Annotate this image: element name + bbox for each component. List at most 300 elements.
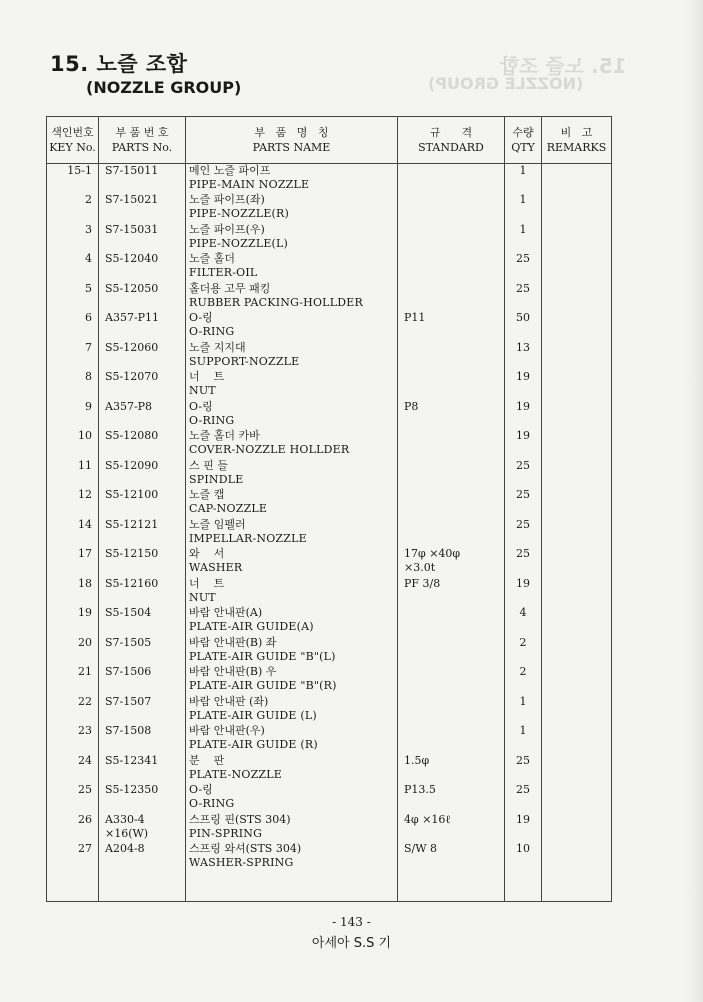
- parts-no: S5-12341: [105, 753, 159, 767]
- parts-name-ko: 와 서: [189, 547, 225, 560]
- parts-name-cell: [186, 459, 398, 489]
- parts-name-ko: 바람 안내판(우): [189, 724, 265, 737]
- standard-line2: ×3.0t: [404, 561, 436, 574]
- parts-name-cell: [186, 547, 398, 577]
- key-no-cell: [47, 488, 99, 518]
- standard-cell: [398, 813, 505, 843]
- qty: 25: [516, 458, 530, 472]
- parts-name-cell: [186, 813, 398, 843]
- qty: 25: [516, 753, 530, 767]
- parts-no-cell: [99, 400, 186, 430]
- qty: 25: [516, 783, 530, 796]
- table-row: [47, 783, 612, 813]
- parts-name-ko: 분 판: [189, 753, 225, 767]
- qty: 25: [516, 252, 530, 265]
- standard-cell: [398, 193, 505, 223]
- standard-cell: [398, 724, 505, 754]
- parts-no: A357-P11: [105, 311, 160, 324]
- table-bottom-filler: [47, 872, 612, 902]
- remarks-cell: [542, 223, 612, 253]
- key-no-cell: [47, 754, 99, 784]
- qty: 1: [519, 222, 527, 236]
- key-no: 15-1: [67, 164, 92, 177]
- parts-no: S5-12050: [105, 281, 159, 295]
- standard-cell: [398, 636, 505, 666]
- header-parts-no-ko: 부 품 번 호: [115, 126, 169, 139]
- parts-no: S5-12080: [105, 429, 159, 442]
- parts-name-ko: O-링: [189, 311, 213, 324]
- parts-no-cell: [99, 842, 186, 872]
- parts-no: S7-1505: [105, 635, 152, 649]
- parts-no-cell: [99, 518, 186, 548]
- key-no: 10: [78, 429, 92, 442]
- key-no: 11: [78, 458, 92, 472]
- parts-name-en: PLATE-NOZZLE: [189, 767, 282, 781]
- parts-no-cell: [99, 577, 186, 607]
- parts-no-cell: [99, 164, 186, 194]
- parts-name-en: SPINDLE: [189, 472, 244, 486]
- standard-cell: [398, 311, 505, 341]
- parts-name-ko: 바람 안내판(A): [189, 606, 263, 619]
- key-no: 12: [78, 488, 92, 501]
- key-no-cell: [47, 724, 99, 754]
- remarks-cell: [542, 577, 612, 607]
- standard: PF 3/8: [404, 576, 441, 590]
- table-row: [47, 193, 612, 223]
- qty-cell: [505, 341, 542, 371]
- standard: 4φ ×16ℓ: [404, 812, 451, 826]
- parts-name-en: PIN-SPRING: [189, 826, 263, 840]
- standard-cell: [398, 370, 505, 400]
- header-parts-name: [186, 117, 398, 164]
- parts-no: S7-1508: [105, 724, 152, 737]
- parts-name-en: PLATE-AIR GUIDE "B"(L): [189, 649, 336, 663]
- remarks-cell: [542, 606, 612, 636]
- parts-name-cell: [186, 282, 398, 312]
- qty: 50: [516, 311, 530, 324]
- page-number: - 143 -: [332, 915, 371, 929]
- remarks-cell: [542, 783, 612, 813]
- standard-cell: [398, 252, 505, 282]
- parts-name-en: RUBBER PACKING-HOLLDER: [189, 295, 363, 309]
- parts-no-cell: [99, 193, 186, 223]
- key-no-cell: [47, 459, 99, 489]
- key-no-cell: [47, 547, 99, 577]
- parts-no: S7-1506: [105, 665, 152, 678]
- standard-cell: [398, 842, 505, 872]
- parts-no-cell: [99, 370, 186, 400]
- key-no: 5: [85, 281, 92, 295]
- parts-no: S5-12150: [105, 547, 159, 560]
- table-row: [47, 400, 612, 430]
- key-no: 22: [78, 694, 92, 708]
- qty: 25: [516, 281, 530, 295]
- standard: P8: [404, 399, 419, 413]
- qty-cell: [505, 842, 542, 872]
- table-row: [47, 311, 612, 341]
- qty-cell: [505, 282, 542, 312]
- standard-cell: [398, 695, 505, 725]
- key-no: 3: [85, 222, 92, 236]
- qty-cell: [505, 252, 542, 282]
- key-no-cell: [47, 813, 99, 843]
- parts-name-ko: 스 핀 들: [189, 458, 228, 472]
- parts-name-cell: [186, 164, 398, 194]
- key-no-cell: [47, 577, 99, 607]
- qty-cell: [505, 164, 542, 194]
- parts-no: S5-12121: [105, 517, 159, 531]
- remarks-cell: [542, 665, 612, 695]
- standard: P13.5: [404, 783, 436, 796]
- key-no-cell: [47, 223, 99, 253]
- parts-name-cell: [186, 665, 398, 695]
- parts-no-suffix: ×16(W): [105, 826, 149, 840]
- qty-cell: [505, 724, 542, 754]
- parts-name-ko: 홀더용 고무 패킹: [189, 281, 271, 295]
- key-no: 24: [78, 753, 92, 767]
- table-row: [47, 665, 612, 695]
- key-no: 9: [85, 399, 92, 413]
- parts-name-cell: [186, 370, 398, 400]
- parts-name-en: PIPE-MAIN NOZZLE: [189, 178, 310, 191]
- parts-name-en: O-RING: [189, 413, 235, 427]
- parts-name-en: PIPE-NOZZLE(L): [189, 236, 289, 250]
- qty: 13: [516, 340, 530, 354]
- parts-no: S5-12160: [105, 576, 159, 590]
- key-no-cell: [47, 783, 99, 813]
- standard-cell: [398, 341, 505, 371]
- remarks-cell: [542, 488, 612, 518]
- parts-name-ko: 바람 안내판(B) 우: [189, 665, 277, 678]
- table-row: [47, 488, 612, 518]
- qty-cell: [505, 547, 542, 577]
- parts-name-en: PLATE-AIR GUIDE (R): [189, 738, 318, 751]
- key-no-cell: [47, 400, 99, 430]
- key-no-cell: [47, 429, 99, 459]
- parts-name-cell: [186, 606, 398, 636]
- key-no: 19: [78, 606, 92, 619]
- header-key-en: KEY No.: [49, 141, 96, 154]
- standard-cell: [398, 577, 505, 607]
- remarks-cell: [542, 518, 612, 548]
- parts-no-cell: [99, 282, 186, 312]
- table-row: [47, 695, 612, 725]
- table-row: [47, 341, 612, 371]
- header-key-ko: 색인번호: [51, 126, 94, 139]
- parts-no-cell: [99, 695, 186, 725]
- parts-no-cell: [99, 547, 186, 577]
- parts-no-cell: [99, 488, 186, 518]
- parts-name-cell: [186, 429, 398, 459]
- qty: 19: [516, 812, 530, 826]
- key-no-cell: [47, 606, 99, 636]
- key-no: 17: [78, 547, 92, 560]
- qty-cell: [505, 665, 542, 695]
- table-row: [47, 282, 612, 312]
- key-no: 23: [78, 724, 92, 737]
- header-remarks: [542, 117, 612, 164]
- qty: 1: [519, 694, 527, 708]
- table-row: [47, 164, 612, 194]
- qty: 2: [519, 635, 527, 649]
- key-no: 2: [85, 193, 92, 206]
- header-standard-en: STANDARD: [418, 141, 484, 154]
- qty-cell: [505, 193, 542, 223]
- parts-name-en: FILTER-OIL: [189, 266, 258, 279]
- parts-name-en: O-RING: [189, 797, 235, 810]
- key-no: 26: [78, 812, 92, 826]
- header-parts-no: [99, 117, 186, 164]
- parts-name-ko: 바람 안내판 (좌): [189, 694, 269, 708]
- remarks-cell: [542, 311, 612, 341]
- parts-name-cell: [186, 311, 398, 341]
- header-parts-no-en: PARTS No.: [111, 141, 173, 154]
- key-no-cell: [47, 842, 99, 872]
- remarks-cell: [542, 252, 612, 282]
- table-row: [47, 606, 612, 636]
- header-remarks-en: REMARKS: [546, 141, 607, 154]
- parts-no: S5-12070: [105, 370, 159, 383]
- key-no-cell: [47, 164, 99, 194]
- parts-name-ko: 노즐 임펠러: [189, 517, 246, 531]
- parts-table-header: [47, 117, 612, 164]
- parts-no: A357-P8: [105, 399, 153, 413]
- table-row: [47, 223, 612, 253]
- table-row: [47, 636, 612, 666]
- key-no-cell: [47, 695, 99, 725]
- header-qty-en: QTY: [511, 141, 535, 154]
- qty-cell: [505, 606, 542, 636]
- standard-cell: [398, 400, 505, 430]
- standard-cell: [398, 223, 505, 253]
- company-name: 아세아 S.S 기: [311, 936, 392, 951]
- key-no-cell: [47, 282, 99, 312]
- standard-cell: [398, 282, 505, 312]
- parts-name-ko: 노즐 홀더: [189, 252, 236, 265]
- qty: 1: [519, 193, 527, 206]
- qty-cell: [505, 459, 542, 489]
- remarks-cell: [542, 547, 612, 577]
- key-no-cell: [47, 252, 99, 282]
- parts-name-en: SUPPORT-NOZZLE: [189, 354, 300, 368]
- table-row: [47, 429, 612, 459]
- parts-no: S7-15011: [105, 164, 159, 177]
- parts-name-en: NUT: [189, 590, 216, 604]
- remarks-cell: [542, 459, 612, 489]
- key-no: 21: [78, 665, 92, 678]
- page-edge-shadow: [685, 0, 703, 1002]
- qty: 10: [516, 842, 530, 855]
- parts-no-cell: [99, 429, 186, 459]
- parts-name-en: WASHER: [189, 561, 243, 574]
- parts-name-cell: [186, 695, 398, 725]
- parts-name-cell: [186, 223, 398, 253]
- parts-name-ko: 너 트: [189, 576, 225, 590]
- remarks-cell: [542, 341, 612, 371]
- qty-cell: [505, 488, 542, 518]
- remarks-cell: [542, 754, 612, 784]
- parts-name-ko: 노즐 파이프(우): [189, 222, 265, 236]
- header-standard-ko: 규 격: [429, 126, 473, 139]
- key-no-cell: [47, 341, 99, 371]
- section-title: 15. 노즐 조합: [50, 52, 188, 76]
- key-no-cell: [47, 518, 99, 548]
- parts-no: A204-8: [105, 842, 145, 855]
- standard-cell: [398, 606, 505, 636]
- qty: 4: [519, 606, 527, 619]
- parts-no: S5-12060: [105, 340, 159, 354]
- parts-name-en: IMPELLAR-NOZZLE: [189, 531, 307, 545]
- parts-name-en: COVER-NOZZLE HOLLDER: [189, 443, 350, 456]
- parts-name-en: PIPE-NOZZLE(R): [189, 207, 290, 220]
- parts-table: [46, 116, 612, 902]
- qty-cell: [505, 636, 542, 666]
- remarks-cell: [542, 400, 612, 430]
- standard-cell: [398, 783, 505, 813]
- standard-cell: [398, 754, 505, 784]
- qty-cell: [505, 518, 542, 548]
- parts-name-cell: [186, 341, 398, 371]
- parts-name-ko: 너 트: [189, 370, 225, 383]
- section-subtitle: (NOZZLE GROUP): [86, 78, 242, 97]
- qty-cell: [505, 754, 542, 784]
- table-row: [47, 518, 612, 548]
- parts-name-ko: 메인 노즐 파이프: [189, 164, 271, 177]
- standard-cell: [398, 518, 505, 548]
- parts-table-body: [47, 164, 612, 902]
- remarks-cell: [542, 164, 612, 194]
- parts-name-cell: [186, 783, 398, 813]
- standard: 17φ ×40φ: [404, 547, 461, 560]
- parts-name-cell: [186, 193, 398, 223]
- remarks-cell: [542, 282, 612, 312]
- standard-cell: [398, 429, 505, 459]
- standard-cell: [398, 164, 505, 194]
- header-qty: [505, 117, 542, 164]
- key-no: 25: [78, 783, 92, 796]
- parts-name-cell: [186, 754, 398, 784]
- parts-name-cell: [186, 518, 398, 548]
- table-row: [47, 547, 612, 577]
- key-no: 4: [85, 252, 92, 265]
- remarks-cell: [542, 193, 612, 223]
- parts-no-cell: [99, 252, 186, 282]
- qty: 19: [516, 576, 530, 590]
- parts-name-en: CAP-NOZZLE: [189, 502, 268, 515]
- parts-name-ko: O-링: [189, 399, 213, 413]
- standard: 1.5φ: [404, 753, 430, 767]
- parts-name-ko: 스프링 핀(STS 304): [189, 812, 291, 826]
- parts-name-cell: [186, 842, 398, 872]
- qty-cell: [505, 783, 542, 813]
- parts-name-cell: [186, 252, 398, 282]
- parts-name-en: WASHER-SPRING: [189, 856, 294, 869]
- remarks-cell: [542, 695, 612, 725]
- parts-name-ko: 노즐 파이프(좌): [189, 193, 265, 206]
- key-no-cell: [47, 636, 99, 666]
- parts-no: S5-12090: [105, 458, 159, 472]
- parts-no: S5-12100: [105, 488, 159, 501]
- key-no: 27: [78, 842, 92, 855]
- qty-cell: [505, 223, 542, 253]
- parts-name-en: PLATE-AIR GUIDE(A): [189, 620, 314, 633]
- table-row: [47, 724, 612, 754]
- parts-name-en: O-RING: [189, 325, 235, 338]
- key-no-cell: [47, 665, 99, 695]
- qty-cell: [505, 311, 542, 341]
- remarks-cell: [542, 813, 612, 843]
- key-no: 7: [85, 340, 92, 354]
- table-row: [47, 252, 612, 282]
- table-row: [47, 754, 612, 784]
- parts-name-cell: [186, 636, 398, 666]
- standard-cell: [398, 665, 505, 695]
- qty-cell: [505, 577, 542, 607]
- qty: 19: [516, 370, 530, 383]
- parts-no: S7-15031: [105, 222, 159, 236]
- parts-no: S5-1504: [105, 606, 152, 619]
- qty-cell: [505, 813, 542, 843]
- parts-no-cell: [99, 665, 186, 695]
- parts-no-cell: [99, 606, 186, 636]
- parts-no: S7-15021: [105, 193, 159, 206]
- parts-name-cell: [186, 488, 398, 518]
- qty-cell: [505, 400, 542, 430]
- parts-no-cell: [99, 813, 186, 843]
- qty: 19: [516, 429, 530, 442]
- show-through-subtitle: (NOZZLE GROUP): [428, 74, 584, 93]
- parts-no: S7-1507: [105, 694, 152, 708]
- parts-no-cell: [99, 223, 186, 253]
- key-no: 20: [78, 635, 92, 649]
- header-key-no: [47, 117, 99, 164]
- standard-cell: [398, 459, 505, 489]
- header-parts-name-ko: 부 품 명 칭: [254, 126, 329, 139]
- parts-name-ko: O-링: [189, 783, 213, 796]
- parts-name-en: NUT: [189, 384, 216, 397]
- header-standard: [398, 117, 505, 164]
- key-no-cell: [47, 370, 99, 400]
- parts-no-cell: [99, 724, 186, 754]
- table-row: [47, 813, 612, 843]
- standard-cell: [398, 547, 505, 577]
- parts-name-en: PLATE-AIR GUIDE (L): [189, 708, 317, 722]
- remarks-cell: [542, 429, 612, 459]
- parts-name-ko: 노즐 지지대: [189, 340, 246, 354]
- parts-name-ko: 노즐 캡: [189, 488, 225, 501]
- remarks-cell: [542, 370, 612, 400]
- key-no-cell: [47, 193, 99, 223]
- parts-name-ko: 스프링 와셔(STS 304): [189, 842, 302, 855]
- parts-name-cell: [186, 577, 398, 607]
- show-through-title: 15. 노즐 조합: [500, 54, 627, 78]
- qty: 25: [516, 488, 530, 501]
- parts-no: S5-12040: [105, 252, 159, 265]
- key-no-cell: [47, 311, 99, 341]
- table-row: [47, 577, 612, 607]
- remarks-cell: [542, 724, 612, 754]
- parts-no-cell: [99, 754, 186, 784]
- parts-no-cell: [99, 783, 186, 813]
- qty: 1: [519, 164, 527, 177]
- parts-no: A330-4: [105, 812, 145, 826]
- standard: S/W 8: [404, 842, 438, 855]
- qty-cell: [505, 695, 542, 725]
- parts-no-cell: [99, 341, 186, 371]
- qty: 2: [519, 665, 527, 678]
- parts-name-ko: 바람 안내판(B) 좌: [189, 635, 277, 649]
- key-no: 6: [85, 311, 92, 324]
